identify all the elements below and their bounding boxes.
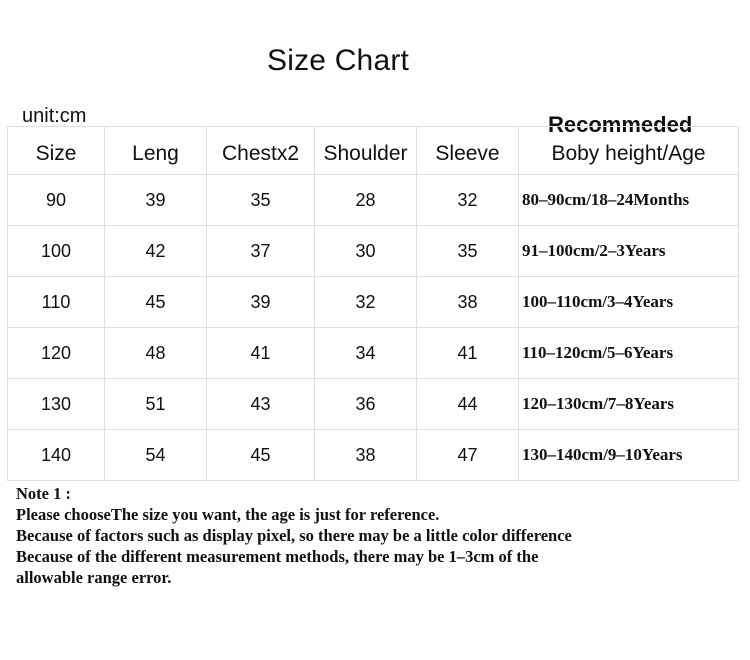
cell-length: 51	[105, 379, 207, 430]
note-line: Because of factors such as display pixel, so there may be a little color difference	[16, 526, 572, 545]
size-table	[7, 126, 739, 481]
column-header-chest: Chestx2	[207, 127, 315, 175]
note-heading: Note 1 :	[16, 484, 71, 503]
cell-shoulder: 30	[315, 226, 417, 277]
cell-height-age: 130–140cm/9–10Years	[519, 430, 739, 481]
cell-sleeve: 41	[417, 328, 519, 379]
note-line: Because of the different measurement methods, there may be 1–3cm of the	[16, 547, 539, 566]
cell-shoulder: 36	[315, 379, 417, 430]
cell-height-age: 100–110cm/3–4Years	[519, 277, 739, 328]
cell-length: 54	[105, 430, 207, 481]
cell-length: 42	[105, 226, 207, 277]
column-header-size: Size	[8, 127, 105, 175]
note-line: Please chooseThe size you want, the age is just for reference.	[16, 505, 440, 524]
table-row	[8, 175, 739, 226]
cell-size: 100	[8, 226, 105, 277]
cell-shoulder: 28	[315, 175, 417, 226]
note-line: allowable range error.	[16, 568, 172, 587]
cell-length: 48	[105, 328, 207, 379]
cell-shoulder: 32	[315, 277, 417, 328]
cell-shoulder: 38	[315, 430, 417, 481]
cell-chest: 35	[207, 175, 315, 226]
cell-size: 110	[8, 277, 105, 328]
cell-size: 140	[8, 430, 105, 481]
cell-height-age: 110–120cm/5–6Years	[519, 328, 739, 379]
notes-block	[16, 483, 572, 588]
cell-chest: 43	[207, 379, 315, 430]
cell-sleeve: 35	[417, 226, 519, 277]
table-row	[8, 379, 739, 430]
cell-shoulder: 34	[315, 328, 417, 379]
cell-sleeve: 44	[417, 379, 519, 430]
cell-chest: 39	[207, 277, 315, 328]
cell-chest: 45	[207, 430, 315, 481]
cell-height-age: 120–130cm/7–8Years	[519, 379, 739, 430]
page-title: Size Chart	[267, 44, 410, 77]
table-row	[8, 328, 739, 379]
cell-size: 120	[8, 328, 105, 379]
cell-chest: 41	[207, 328, 315, 379]
cell-length: 39	[105, 175, 207, 226]
table-row	[8, 226, 739, 277]
table-row	[8, 277, 739, 328]
cell-chest: 37	[207, 226, 315, 277]
table-row	[8, 430, 739, 481]
cell-height-age: 91–100cm/2–3Years	[519, 226, 739, 277]
cell-sleeve: 32	[417, 175, 519, 226]
column-header-length: Leng	[105, 127, 207, 175]
cell-sleeve: 47	[417, 430, 519, 481]
column-header-height-age: Boby height/Age	[519, 127, 739, 175]
unit-label: unit:cm	[22, 105, 87, 127]
cell-size: 130	[8, 379, 105, 430]
cell-sleeve: 38	[417, 277, 519, 328]
column-header-shoulder: Shoulder	[315, 127, 417, 175]
column-header-sleeve: Sleeve	[417, 127, 519, 175]
table-header-row	[8, 127, 739, 175]
recommended-label: Recommeded	[548, 112, 693, 137]
cell-size: 90	[8, 175, 105, 226]
cell-height-age: 80–90cm/18–24Months	[519, 175, 739, 226]
cell-length: 45	[105, 277, 207, 328]
